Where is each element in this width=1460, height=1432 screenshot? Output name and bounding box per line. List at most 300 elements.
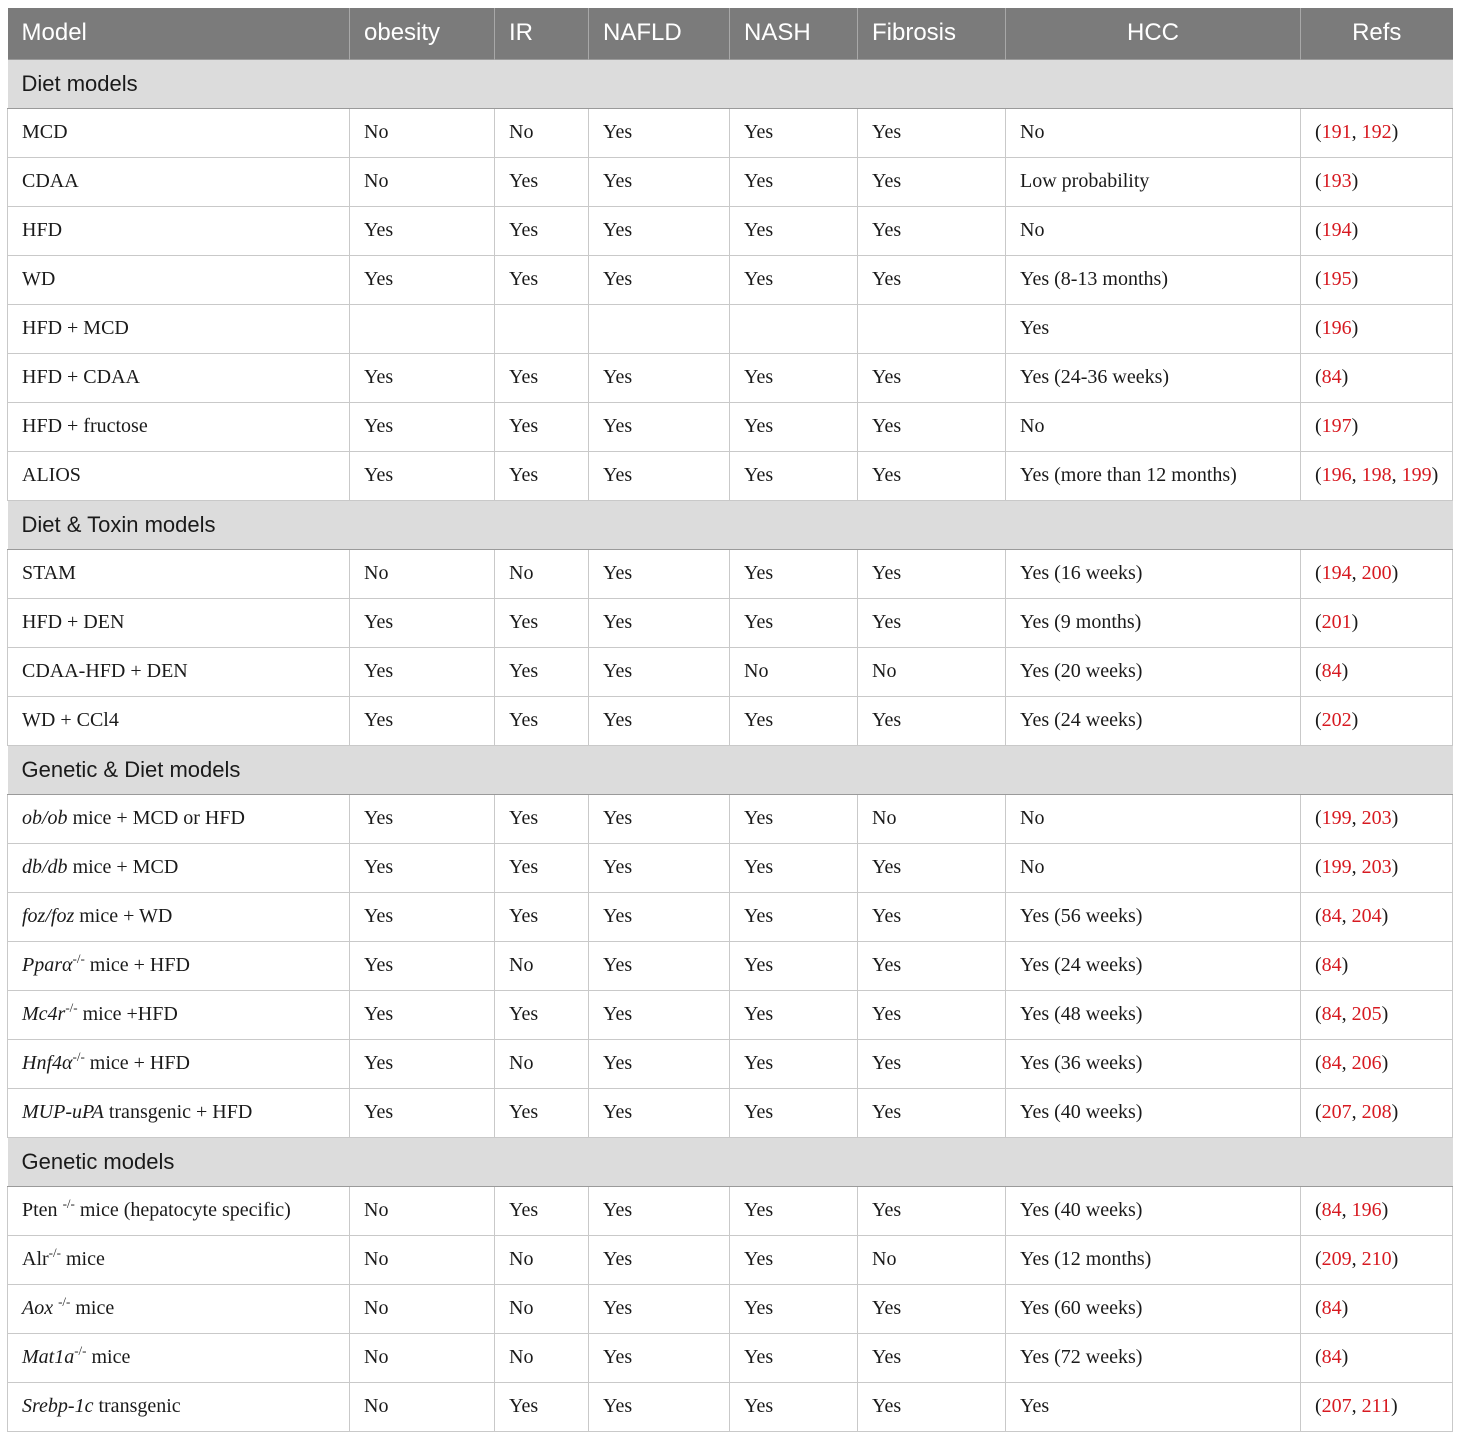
- ir-cell: Yes: [495, 892, 589, 941]
- fibrosis-cell: Yes: [858, 549, 1006, 598]
- hcc-cell: No: [1006, 794, 1301, 843]
- model-cell: [8, 1333, 350, 1382]
- table-row: [8, 941, 1453, 990]
- reference-link[interactable]: 207: [1321, 1101, 1352, 1123]
- fibrosis-cell: Yes: [858, 696, 1006, 745]
- model-cell: [8, 1088, 350, 1137]
- hcc-cell: Yes (48 weeks): [1006, 990, 1301, 1039]
- model-cell: [8, 549, 350, 598]
- refs-cell: (199, 203): [1301, 794, 1453, 843]
- nafld-cell: Yes: [589, 1235, 730, 1284]
- table-row: [8, 647, 1453, 696]
- model-cell: [8, 941, 350, 990]
- reference-link[interactable]: 84: [1321, 905, 1342, 927]
- hcc-cell: Yes (16 weeks): [1006, 549, 1301, 598]
- section-row: [8, 745, 1453, 794]
- nash-cell: Yes: [730, 402, 858, 451]
- obesity-cell: No: [350, 1284, 495, 1333]
- ir-cell: Yes: [495, 794, 589, 843]
- nash-cell: Yes: [730, 1235, 858, 1284]
- obesity-cell: Yes: [350, 1088, 495, 1137]
- nash-cell: Yes: [730, 941, 858, 990]
- genotype-superscript: -/-: [65, 1000, 78, 1015]
- nafld-cell: Yes: [589, 1382, 730, 1431]
- table-row: [8, 402, 1453, 451]
- reference-link[interactable]: 199: [1401, 464, 1432, 486]
- genotype-superscript: -/-: [48, 1245, 61, 1260]
- reference-link[interactable]: 198: [1361, 464, 1392, 486]
- section-title: Diet models: [8, 59, 1453, 108]
- refs-cell: (196, 198, 199): [1301, 451, 1453, 500]
- hcc-cell: Yes (24 weeks): [1006, 696, 1301, 745]
- table-row: [8, 1039, 1453, 1088]
- fibrosis-cell: Yes: [858, 1039, 1006, 1088]
- model-text: CDAA-HFD + DEN: [22, 660, 188, 682]
- reference-link[interactable]: 208: [1361, 1101, 1392, 1123]
- table-row: [8, 353, 1453, 402]
- refs-cell: (196): [1301, 304, 1453, 353]
- obesity-cell: Yes: [350, 206, 495, 255]
- reference-link[interactable]: 84: [1321, 366, 1342, 388]
- nash-cell: Yes: [730, 696, 858, 745]
- nash-cell: Yes: [730, 353, 858, 402]
- model-cell: [8, 255, 350, 304]
- model-cell: [8, 696, 350, 745]
- ir-cell: Yes: [495, 647, 589, 696]
- fibrosis-cell: Yes: [858, 353, 1006, 402]
- obesity-cell: No: [350, 1186, 495, 1235]
- model-text: mice +HFD: [77, 1003, 178, 1025]
- obesity-cell: Yes: [350, 1039, 495, 1088]
- reference-link[interactable]: 194: [1321, 219, 1352, 241]
- reference-link[interactable]: 200: [1361, 562, 1392, 584]
- section-row: [8, 1137, 1453, 1186]
- reference-link[interactable]: 84: [1321, 1346, 1342, 1368]
- model-text: Alr: [22, 1248, 49, 1270]
- model-cell: [8, 1382, 350, 1431]
- refs-cell: (207, 208): [1301, 1088, 1453, 1137]
- model-cell: [8, 598, 350, 647]
- nafld-cell: Yes: [589, 990, 730, 1039]
- table-row: [8, 794, 1453, 843]
- table-row: [8, 157, 1453, 206]
- reference-link[interactable]: 205: [1351, 1003, 1382, 1025]
- ir-cell: Yes: [495, 696, 589, 745]
- reference-link[interactable]: 202: [1321, 709, 1352, 731]
- nafld-cell: Yes: [589, 843, 730, 892]
- model-text: Pparα: [22, 954, 73, 976]
- hcc-cell: Yes (20 weeks): [1006, 647, 1301, 696]
- reference-link[interactable]: 196: [1321, 464, 1352, 486]
- refs-cell: (194): [1301, 206, 1453, 255]
- reference-link[interactable]: 196: [1321, 317, 1352, 339]
- model-text: STAM: [22, 562, 76, 584]
- nafld-cell: Yes: [589, 549, 730, 598]
- fibrosis-cell: Yes: [858, 598, 1006, 647]
- nafld-cell: Yes: [589, 1186, 730, 1235]
- model-text: WD: [22, 268, 56, 290]
- refs-cell: (195): [1301, 255, 1453, 304]
- table-row: [8, 990, 1453, 1039]
- model-text: Pten: [22, 1199, 63, 1221]
- hcc-cell: No: [1006, 108, 1301, 157]
- reference-link[interactable]: 191: [1321, 121, 1352, 143]
- header-hcc: HCC: [1006, 8, 1301, 59]
- nafld-cell: Yes: [589, 206, 730, 255]
- genotype-superscript: -/-: [72, 951, 85, 966]
- obesity-cell: Yes: [350, 892, 495, 941]
- nafld-cell: Yes: [589, 353, 730, 402]
- refs-cell: (84, 205): [1301, 990, 1453, 1039]
- model-cell: [8, 304, 350, 353]
- nash-cell: Yes: [730, 157, 858, 206]
- nafld-cell: Yes: [589, 1039, 730, 1088]
- genotype-superscript: -/-: [74, 1343, 87, 1358]
- table-row: [8, 451, 1453, 500]
- nafld-cell: Yes: [589, 1333, 730, 1382]
- fibrosis-cell: Yes: [858, 892, 1006, 941]
- reference-link[interactable]: 84: [1321, 1199, 1342, 1221]
- fibrosis-cell: Yes: [858, 990, 1006, 1039]
- model-cell: [8, 353, 350, 402]
- model-cell: [8, 1039, 350, 1088]
- reference-link[interactable]: 194: [1321, 562, 1352, 584]
- reference-link[interactable]: 209: [1321, 1248, 1352, 1270]
- model-text: WD + CCl4: [22, 709, 119, 731]
- reference-link[interactable]: 203: [1361, 856, 1392, 878]
- fibrosis-cell: Yes: [858, 1284, 1006, 1333]
- hcc-cell: Yes (8-13 months): [1006, 255, 1301, 304]
- ir-cell: Yes: [495, 402, 589, 451]
- hcc-cell: Yes (40 weeks): [1006, 1088, 1301, 1137]
- fibrosis-cell: Yes: [858, 1186, 1006, 1235]
- nafld-cell: [589, 304, 730, 353]
- table-row: [8, 108, 1453, 157]
- model-cell: [8, 1284, 350, 1333]
- reference-link[interactable]: 211: [1361, 1395, 1391, 1417]
- header-refs: Refs: [1301, 8, 1453, 59]
- hcc-cell: Yes (72 weeks): [1006, 1333, 1301, 1382]
- reference-link[interactable]: 201: [1321, 611, 1352, 633]
- fibrosis-cell: Yes: [858, 157, 1006, 206]
- fibrosis-cell: Yes: [858, 402, 1006, 451]
- ir-cell: Yes: [495, 1382, 589, 1431]
- model-cell: [8, 157, 350, 206]
- hcc-cell: No: [1006, 402, 1301, 451]
- ir-cell: No: [495, 1284, 589, 1333]
- table-row: [8, 304, 1453, 353]
- refs-cell: (207, 211): [1301, 1382, 1453, 1431]
- obesity-cell: No: [350, 108, 495, 157]
- model-cell: [8, 451, 350, 500]
- obesity-cell: No: [350, 1382, 495, 1431]
- hcc-cell: Yes (24-36 weeks): [1006, 353, 1301, 402]
- reference-link[interactable]: 207: [1321, 1395, 1352, 1417]
- reference-link[interactable]: 84: [1321, 1052, 1342, 1074]
- model-text: Aox: [22, 1297, 54, 1319]
- fibrosis-cell: Yes: [858, 843, 1006, 892]
- table-row: [8, 1088, 1453, 1137]
- nash-cell: Yes: [730, 1088, 858, 1137]
- fibrosis-cell: No: [858, 647, 1006, 696]
- ir-cell: Yes: [495, 451, 589, 500]
- model-text: mice (hepatocyte specific): [74, 1199, 291, 1221]
- model-text: HFD + MCD: [22, 317, 129, 339]
- reference-link[interactable]: 193: [1321, 170, 1352, 192]
- ir-cell: No: [495, 1333, 589, 1382]
- nafld-cell: Yes: [589, 108, 730, 157]
- model-text: HFD + DEN: [22, 611, 125, 633]
- nash-cell: Yes: [730, 598, 858, 647]
- model-cell: [8, 647, 350, 696]
- ir-cell: Yes: [495, 598, 589, 647]
- model-text: ob/ob: [22, 807, 68, 829]
- nash-cell: Yes: [730, 549, 858, 598]
- obesity-cell: Yes: [350, 598, 495, 647]
- reference-link[interactable]: 84: [1321, 954, 1342, 976]
- reference-link[interactable]: 203: [1361, 807, 1392, 829]
- model-text: mice + WD: [74, 905, 173, 927]
- model-text: mice + MCD or HFD: [67, 807, 245, 829]
- hcc-cell: Yes (9 months): [1006, 598, 1301, 647]
- reference-link[interactable]: 204: [1351, 905, 1382, 927]
- model-cell: [8, 1235, 350, 1284]
- header-fibrosis: Fibrosis: [858, 8, 1006, 59]
- ir-cell: No: [495, 1039, 589, 1088]
- nash-cell: Yes: [730, 794, 858, 843]
- model-text: mice: [60, 1248, 105, 1270]
- ir-cell: No: [495, 941, 589, 990]
- ir-cell: Yes: [495, 157, 589, 206]
- reference-link[interactable]: 199: [1321, 856, 1352, 878]
- obesity-cell: Yes: [350, 451, 495, 500]
- hcc-cell: Yes (60 weeks): [1006, 1284, 1301, 1333]
- obesity-cell: [350, 304, 495, 353]
- model-text: Mc4r: [22, 1003, 66, 1025]
- header-nash: NASH: [730, 8, 858, 59]
- ir-cell: No: [495, 549, 589, 598]
- ir-cell: Yes: [495, 1088, 589, 1137]
- model-text: mice: [86, 1346, 131, 1368]
- table-row: [8, 696, 1453, 745]
- nafld-cell: Yes: [589, 794, 730, 843]
- header-model: Model: [8, 8, 350, 59]
- ir-cell: Yes: [495, 990, 589, 1039]
- obesity-cell: No: [350, 1333, 495, 1382]
- model-cell: [8, 108, 350, 157]
- refs-cell: (197): [1301, 402, 1453, 451]
- model-cell: [8, 794, 350, 843]
- hcc-cell: Yes (24 weeks): [1006, 941, 1301, 990]
- table-row: [8, 1382, 1453, 1431]
- refs-cell: (84): [1301, 1284, 1453, 1333]
- mouse-models-table: [7, 8, 1453, 1432]
- obesity-cell: Yes: [350, 990, 495, 1039]
- reference-link[interactable]: 210: [1361, 1248, 1392, 1270]
- table-row: [8, 549, 1453, 598]
- table-row: [8, 598, 1453, 647]
- obesity-cell: No: [350, 1235, 495, 1284]
- nash-cell: Yes: [730, 990, 858, 1039]
- obesity-cell: Yes: [350, 696, 495, 745]
- model-cell: [8, 1186, 350, 1235]
- obesity-cell: Yes: [350, 794, 495, 843]
- obesity-cell: Yes: [350, 647, 495, 696]
- model-text: HFD + fructose: [22, 415, 148, 437]
- nash-cell: Yes: [730, 451, 858, 500]
- table-row: [8, 1235, 1453, 1284]
- hcc-cell: Yes (more than 12 months): [1006, 451, 1301, 500]
- refs-cell: (209, 210): [1301, 1235, 1453, 1284]
- header-obesity: obesity: [350, 8, 495, 59]
- fibrosis-cell: Yes: [858, 1088, 1006, 1137]
- obesity-cell: No: [350, 549, 495, 598]
- model-cell: [8, 990, 350, 1039]
- section-title: Diet & Toxin models: [8, 500, 1453, 549]
- fibrosis-cell: Yes: [858, 1382, 1006, 1431]
- obesity-cell: No: [350, 157, 495, 206]
- nafld-cell: Yes: [589, 598, 730, 647]
- reference-link[interactable]: 206: [1351, 1052, 1382, 1074]
- nafld-cell: Yes: [589, 647, 730, 696]
- genotype-superscript: -/-: [62, 1196, 75, 1211]
- model-text: MCD: [22, 121, 68, 143]
- nafld-cell: Yes: [589, 941, 730, 990]
- fibrosis-cell: Yes: [858, 941, 1006, 990]
- nash-cell: No: [730, 647, 858, 696]
- reference-link[interactable]: 84: [1321, 1297, 1342, 1319]
- ir-cell: Yes: [495, 1186, 589, 1235]
- section-title: Genetic & Diet models: [8, 745, 1453, 794]
- nash-cell: Yes: [730, 1039, 858, 1088]
- nafld-cell: Yes: [589, 892, 730, 941]
- model-cell: [8, 206, 350, 255]
- hcc-cell: Yes (12 months): [1006, 1235, 1301, 1284]
- nash-cell: Yes: [730, 843, 858, 892]
- reference-link[interactable]: 197: [1321, 415, 1352, 437]
- obesity-cell: Yes: [350, 353, 495, 402]
- reference-link[interactable]: 84: [1321, 660, 1342, 682]
- nash-cell: Yes: [730, 892, 858, 941]
- model-text: transgenic: [93, 1395, 181, 1417]
- model-text: mice + MCD: [67, 856, 179, 878]
- nash-cell: Yes: [730, 1284, 858, 1333]
- refs-cell: (202): [1301, 696, 1453, 745]
- reference-link[interactable]: 192: [1361, 121, 1392, 143]
- reference-link[interactable]: 199: [1321, 807, 1352, 829]
- hcc-cell: Low probability: [1006, 157, 1301, 206]
- fibrosis-cell: Yes: [858, 206, 1006, 255]
- fibrosis-cell: Yes: [858, 108, 1006, 157]
- nafld-cell: Yes: [589, 402, 730, 451]
- model-text: mice + HFD: [84, 954, 190, 976]
- obesity-cell: Yes: [350, 941, 495, 990]
- fibrosis-cell: Yes: [858, 255, 1006, 304]
- fibrosis-cell: No: [858, 1235, 1006, 1284]
- table-row: [8, 892, 1453, 941]
- refs-cell: (84, 204): [1301, 892, 1453, 941]
- hcc-cell: No: [1006, 843, 1301, 892]
- refs-cell: (84): [1301, 1333, 1453, 1382]
- nash-cell: Yes: [730, 1186, 858, 1235]
- model-cell: [8, 402, 350, 451]
- nash-cell: Yes: [730, 1333, 858, 1382]
- reference-link[interactable]: 196: [1351, 1199, 1382, 1221]
- obesity-cell: Yes: [350, 843, 495, 892]
- model-text: db/db: [22, 856, 68, 878]
- model-text: transgenic + HFD: [103, 1101, 253, 1123]
- nash-cell: [730, 304, 858, 353]
- section-row: [8, 59, 1453, 108]
- model-cell: [8, 892, 350, 941]
- model-text: ALIOS: [22, 464, 81, 486]
- genotype-superscript: -/-: [72, 1049, 85, 1064]
- table-row: [8, 1284, 1453, 1333]
- model-text: foz/foz: [22, 905, 75, 927]
- ir-cell: Yes: [495, 843, 589, 892]
- hcc-cell: Yes (36 weeks): [1006, 1039, 1301, 1088]
- obesity-cell: Yes: [350, 255, 495, 304]
- refs-cell: (191, 192): [1301, 108, 1453, 157]
- model-text: mice + HFD: [84, 1052, 190, 1074]
- header-row: [8, 8, 1453, 59]
- table-body: [8, 59, 1453, 1431]
- nafld-cell: Yes: [589, 157, 730, 206]
- nash-cell: Yes: [730, 108, 858, 157]
- genotype-superscript: -/-: [58, 1294, 71, 1309]
- table-row: [8, 1186, 1453, 1235]
- nash-cell: Yes: [730, 206, 858, 255]
- reference-link[interactable]: 195: [1321, 268, 1352, 290]
- refs-cell: (201): [1301, 598, 1453, 647]
- model-cell: [8, 843, 350, 892]
- reference-link[interactable]: 84: [1321, 1003, 1342, 1025]
- ir-cell: Yes: [495, 206, 589, 255]
- table-row: [8, 1333, 1453, 1382]
- model-text: Hnf4α: [22, 1052, 73, 1074]
- fibrosis-cell: No: [858, 794, 1006, 843]
- ir-cell: Yes: [495, 255, 589, 304]
- refs-cell: (84): [1301, 647, 1453, 696]
- ir-cell: Yes: [495, 353, 589, 402]
- ir-cell: No: [495, 108, 589, 157]
- nafld-cell: Yes: [589, 696, 730, 745]
- nash-cell: Yes: [730, 255, 858, 304]
- fibrosis-cell: Yes: [858, 451, 1006, 500]
- section-row: [8, 500, 1453, 549]
- fibrosis-cell: [858, 304, 1006, 353]
- refs-cell: (193): [1301, 157, 1453, 206]
- nafld-cell: Yes: [589, 255, 730, 304]
- hcc-cell: Yes (40 weeks): [1006, 1186, 1301, 1235]
- table-row: [8, 843, 1453, 892]
- fibrosis-cell: Yes: [858, 1333, 1006, 1382]
- model-text: mice: [70, 1297, 115, 1319]
- table-row: [8, 255, 1453, 304]
- table-row: [8, 206, 1453, 255]
- obesity-cell: Yes: [350, 402, 495, 451]
- refs-cell: (84): [1301, 353, 1453, 402]
- ir-cell: [495, 304, 589, 353]
- nafld-cell: Yes: [589, 1284, 730, 1333]
- refs-cell: (84): [1301, 941, 1453, 990]
- model-text: HFD + CDAA: [22, 366, 140, 388]
- hcc-cell: No: [1006, 206, 1301, 255]
- hcc-cell: Yes (56 weeks): [1006, 892, 1301, 941]
- nafld-cell: Yes: [589, 1088, 730, 1137]
- header-ir: IR: [495, 8, 589, 59]
- model-text: Srebp-1c: [22, 1395, 94, 1417]
